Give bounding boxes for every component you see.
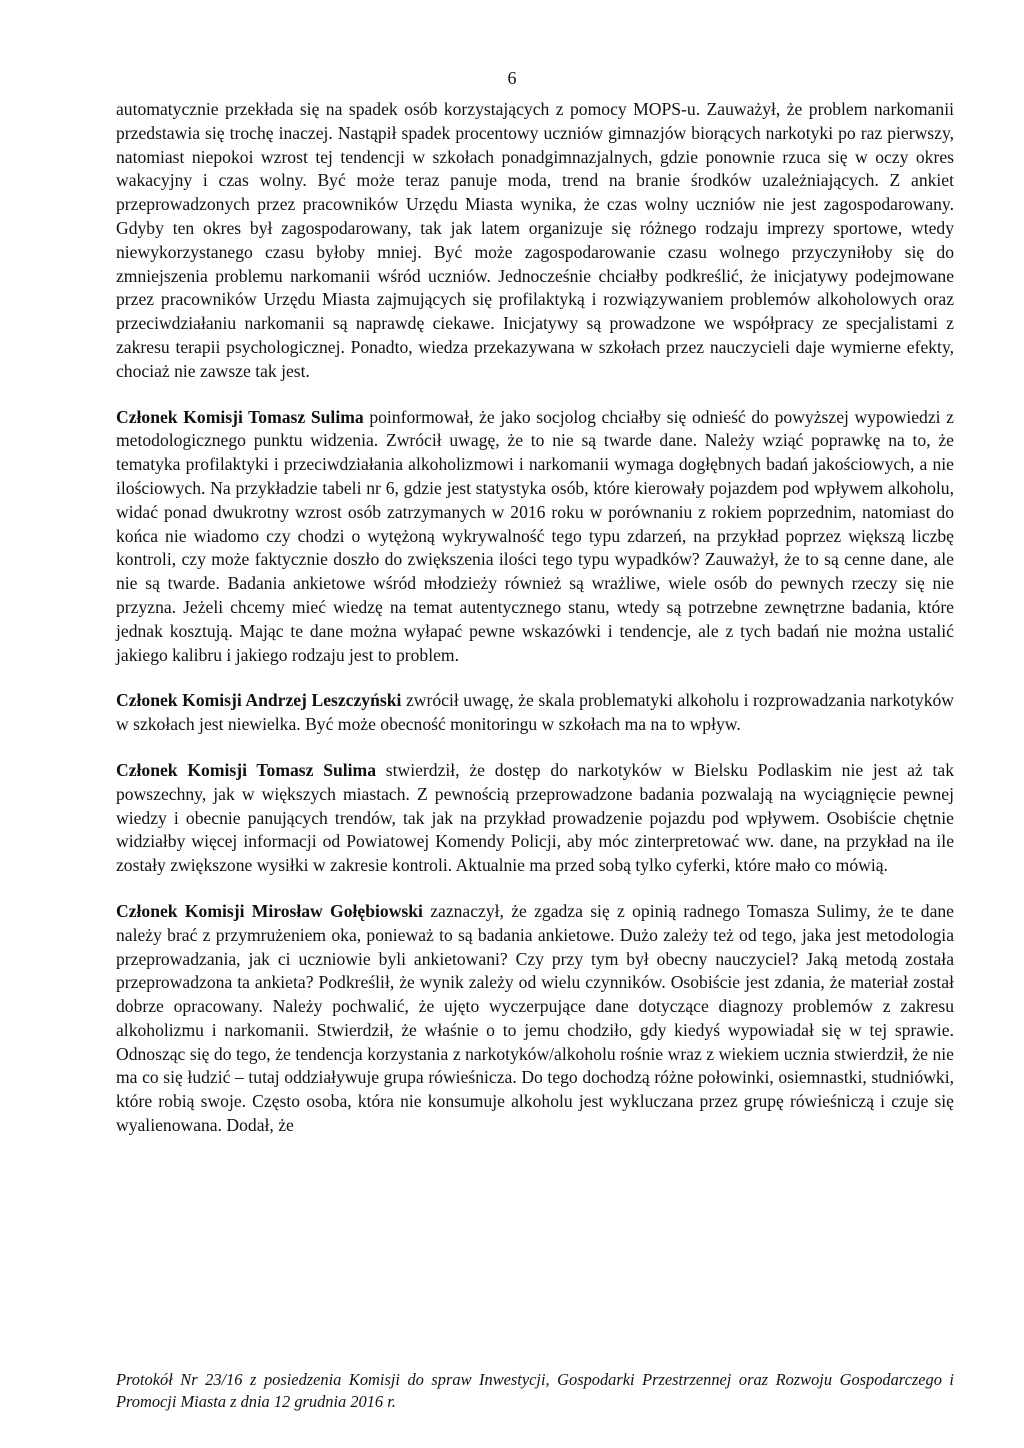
document-body bbox=[116, 98, 954, 1160]
speaker-name: Członek Komisji Andrzej Leszczyński bbox=[116, 690, 402, 711]
paragraph-text: zaznaczył, że zgadza się z opinią radnego Tomasza Sulimy, że te dane należy brać z przymrużeniem oka, ponieważ to są badania ankietowe. Dużo zależy też od tego, jaka jest metodologia przeprowadzania, jak ci uczniowie byli ankietowani? Czy przy tym był obecny nauczyciel? Jaką metodą została przeprowadzona ta ankieta? Podkreślił, że wynik zależy od wielu czynników. Osobiście jest zdania, że materiał został dobrze opracowany. Należy pochwalić, że ujęto wyczerpujące dane dotyczące diagnozy problemów z zakresu alkoholizmu i narkomanii. Stwierdził, że właśnie o to jemu chodziło, gdy kiedyś wypowiadał się w tej sprawie. Odnosząc się do tego, że tendencja korzystania z narkotyków/alkoholu rośnie wraz z wiekiem ucznia stwierdził, że nie ma co się łudzić – tutaj oddziaływuje grupa rówieśnicza. Do tego dochodzą różne połowinki, osiemnastki, studniówki, które robią swoje. Często osoba, która nie konsumuje alkoholu jest wykluczana przez grupę rówieśniczą i czuje się wyalienowana. Dodał, że bbox=[116, 900, 954, 1136]
paragraph-text: poinformował, że jako socjolog chciałby się odnieść do powyższej wypowiedzi z metodologicznego punktu widzenia. Zwrócił uwagę, że to nie są twarde dane. Należy wziąć poprawkę na to, że tematyka profilaktyki i przeciwdziałania alkoholizmowi i narkomanii wymaga dogłębnych badań jakościowych, a nie ilościowych. Na przykładzie tabeli nr 6, gdzie jest statystyka osób, które kierowały pojazdem pod wpływem alkoholu, widać ponad dwukrotny wzrost osób zatrzymanych w 2016 roku w porównaniu z rokiem poprzednim, natomiast do końca nie wiadomo czy chodzi o wytężoną wykrywalność tego typu zdarzeń, na przykład poprzez większą liczbę kontroli, czy może faktycznie doszło do zwiększenia ilości tego typu wypadków? Zauważył, że to są cenne dane, ale nie są twarde. Badania ankietowe wśród młodzieży również są wrażliwe, wiele osób do pewnych rzeczy się nie przyzna. Jeżeli chcemy mieć wiedzę na temat autentycznego stanu, wtedy są potrzebne zewnętrzne badania, które jednak kosztują. Mając te dane można wyłapać pewne wskazówki i tendencje, ale z tych badań nie można ustalić jakiego kalibru i jakiego rodzaju jest to problem. bbox=[116, 406, 954, 665]
paragraph-3 bbox=[116, 689, 954, 737]
speaker-name: Członek Komisji Tomasz Sulima bbox=[116, 406, 364, 427]
paragraph-text: automatycznie przekłada się na spadek osób korzystających z pomocy MOPS-u. Zauważył, że problem narkomanii przedstawia się trochę inaczej. Nastąpił spadek procentowy uczniów gimnazjów biorących narkotyki po raz pierwszy, natomiast niepokoi wzrost tej tendencji w szkołach ponadgimnazjalnych, gdzie ponownie rzuca się w oczy okres wakacyjny i czas wolny. Być może teraz panuje moda, trend na branie środków uzależniających. Z ankiet przeprowadzonych przez pracowników Urzędu Miasta wynika, że czas wolny uczniów nie jest zagospodarowany. Gdyby ten okres był zagospodarowany, tak jak latem organizuje się różnego rodzaju imprezy sportowe, wtedy niewykorzystanego czasu byłoby mniej. Być może zagospodarowanie czasu wolnego przyczyniłoby się do zmniejszenia problemu narkomanii wśród uczniów. Jednocześnie chciałby podkreślić, że inicjatywy podejmowane przez pracowników Urzędu Miasta zajmujących się profilaktyką i rozwiązywaniem problemów alkoholowych oraz przeciwdziałaniu narkomanii są naprawdę ciekawe. Inicjatywy są prowadzone we współpracy ze specjalistami z zakresu terapii psychologicznej. Ponadto, wiedza przekazywana w szkołach przez nauczycieli daje wymierne efekty, chociaż nie zawsze tak jest. bbox=[116, 99, 954, 381]
paragraph-2 bbox=[116, 406, 954, 668]
paragraph-text: stwierdził, że dostęp do narkotyków w Bielsku Podlaskim nie jest aż tak powszechny, jak w większych miastach. Z pewnością przeprowadzone badania pozwalają na wyciągnięcie pewnej wiedzy i obecnie panujących trendów, tak jak na przykład prowadzenie pojazdu pod wpływem. Osobiście chętnie widziałby więcej informacji od Powiatowej Komendy Policji, aby móc zinterpretować ww. dane, na przykład na ile zostały zwiększone wysiłki w zakresie kontroli. Aktualnie ma przed sobą tylko cyferki, które mało co mówią. bbox=[116, 759, 954, 876]
speaker-name: Członek Komisji Tomasz Sulima bbox=[116, 759, 377, 780]
page-number: 6 bbox=[507, 68, 517, 88]
page-footer: Protokół Nr 23/16 z posiedzenia Komisji do spraw Inwestycji, Gospodarki Przestrzennej oraz Rozwoju Gospodarczego i Promocji Miasta z dnia 12 grudnia 2016 r. bbox=[116, 1370, 954, 1411]
paragraph-5 bbox=[116, 900, 954, 1138]
speaker-name: Członek Komisji Mirosław Gołębiowski bbox=[116, 900, 423, 921]
paragraph-4 bbox=[116, 759, 954, 878]
paragraph-text: zwrócił uwagę, że skala problematyki alkoholu i rozprowadzania narkotyków w szkołach jest niewielka. Być może obecność monitoringu w szkołach ma na to wpływ. bbox=[116, 690, 954, 735]
paragraph-1 bbox=[116, 98, 954, 384]
